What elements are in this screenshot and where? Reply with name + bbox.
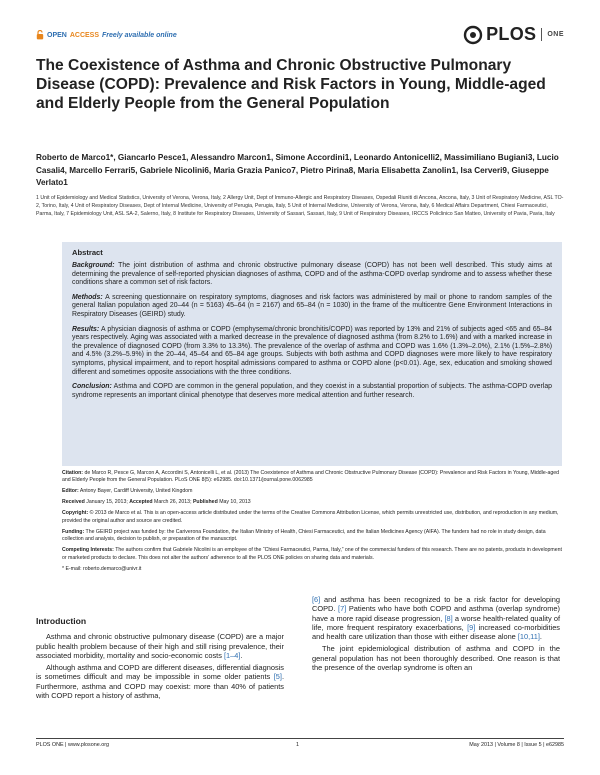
background-text: The joint distribution of asthma and chronic obstructive pulmonary disease (COPD) has not been well described. This study aims at determining the prevalence of self-reported physician diagnoses of asthma, COPD and of the asthma-COPD overlap syndrome and to assess whether these conditions share a common set of risk factors.	[72, 262, 552, 287]
intro-paragraph-2	[36, 663, 284, 700]
intro-p1-text: Asthma and chronic obstructive pulmonary disease (COPD) are a major public health problem because of their high and still rising prevalence, their associated morbidity, mortality and socio-economic costs	[36, 632, 284, 660]
citation-text: de Marco R, Pesce G, Marcon A, Accordini S, Antonicelli L, et al. (2013) The Coexistence of Asthma and Chronic Obstructive Pulmonary Disease (COPD): Prevalence and Risk Factors in Young, Middle-aged and Elderly People from the General Population. PLoS ONE 8(5): e62985. doi:10.1371/journal.pone.0062985	[62, 470, 559, 484]
intro-paragraph-2-cont	[312, 595, 560, 641]
oa-open-label: OPEN	[47, 31, 67, 39]
results-text: A physician diagnosis of asthma or COPD (emphysema/chronic bronchitis/COPD) was reported by 13% and 21% of subjects aged <65 and 65–84 years respectively. Aging was associated with a marked decrease in the prevalence of diagnosed asthma (from 8.2% to 1.6%) and with a marked increase in the prevalence of diagnosed COPD (from 3.3% to 13.3%). The prevalence of the overlap of asthma and COPD was 1.6% (1.3%–2.0%), 2.1% (1.5%–2.8%) and 4.5% (3.2%–5.9%) in the 20–44, 45–64 and 65–84 age groups. Subjects with both asthma and COPD diagnoses were more likely to have respiratory symptoms, physical impairment, and to report hospital admissions compared to asthma or COPD alone (p<0.01). Age, sex, education and smoking showed different and sometimes opposite associations with the three conditions.	[72, 325, 552, 376]
intro-p2-end: . Furthermore, asthma and COPD may coexist: more than 40% of patients with COPD report a history of asthma,	[36, 672, 284, 701]
page-number: 1	[296, 742, 299, 748]
abstract-background	[72, 262, 552, 288]
conclusion-text: Asthma and COPD are common in the general population, and they coexist in a substantial proportion of subjects. The asthma-COPD overlap syndrome represents an important clinical phenotype that deserves more medical attention and further research.	[72, 383, 552, 399]
competing-interests	[62, 547, 562, 562]
article-title: The Coexistence of Asthma and Chronic Obstructive Pulmonary Disease (COPD): Prevalence and Risk Factors in Young, Middle-aged and Elderly People from the General Population	[36, 57, 546, 112]
plos-wordmark: PLOS	[486, 24, 537, 44]
article-metadata	[62, 470, 562, 577]
page-footer	[36, 738, 564, 748]
logo-divider	[541, 28, 542, 41]
intro-r3-text: a worse health-related quality of life, more frequent respiratory exacerbations,	[312, 613, 560, 632]
reference-link[interactable]: [1–4]	[224, 650, 241, 660]
intro-p1-end: .	[240, 650, 243, 660]
copyright	[62, 510, 562, 525]
competing-label: Competing Interests:	[62, 547, 114, 554]
copyright-label: Copyright:	[62, 510, 89, 517]
affiliations: 1 Unit of Epidemiology and Medical Statistics, University of Verona, Verona, Italy, 2 Allergy Unit, Dept of Immuno-Allergic and Respiratory Diseases, Ospedali Riuniti di Ancona, Ancona, Italy, 3 Unit of Respiratory Medicine, ASL TO-2, Torino, Italy, 4 Unit of Respiratory Diseases, Dept of Internal Medicine, University of Perugia, Perugia, Italy, 5 Unit of Internal Medicine, University of Verona, Verona, Italy, 6 Medical Affairs Department, Chiesi Farmaceutici, Parma, Italy, 7 Epidemiology Unit, ASL SA-2, Salerno, Italy, 8 Institute for Respiratory Diseases, University of Sassari, Sassari, Italy, 9 Unit of Respiratory Diseases, IRCCS Policlinico San Matteo, University of Pavia, Pavia, Italy	[36, 195, 564, 218]
oa-access-label: ACCESS	[69, 31, 100, 39]
reference-link[interactable]: [10,11]	[517, 632, 540, 642]
plos-mark-icon	[463, 25, 483, 45]
accepted-date: March 26, 2013;	[152, 499, 193, 506]
reference-link[interactable]: [5]	[273, 672, 282, 682]
footer-issue: May 2013 | Volume 8 | Issue 5 | e62985	[469, 742, 564, 748]
intro-paragraph-3: The joint epidemiological distribution of asthma and COPD in the general population has not been thoroughly described. One reason is that the presence of the overlap syndrome is often an	[312, 644, 560, 673]
author-list: Roberto de Marco1*, Giancarlo Pesce1, Alessandro Marcon1, Simone Accordini1, Leonardo Antonicelli2, Massimiliano Bugiani3, Lucio Casali4, Marcello Ferrari5, Gabriele Nicolini6, Maria Grazia Panico7, Pietro Pirina8, Maria Elisabetta Zanolin1, Isa Cerveri9, Giuseppe Verlato1	[36, 153, 559, 188]
abstract-heading: Abstract	[72, 248, 103, 257]
methods-text: A screening questionnaire on respiratory symptoms, diagnoses and risk factors was administered by mail or phone to random samples of the general Italian population aged 20–44 (n = 5163) 45–64 (n = 2167) and 65–84 (n = 1030) in the frame of the multicentre Gene Environment Interactions in Respiratory Diseases (GEIRD) study.	[72, 293, 552, 318]
funding-text: The GEIRD project was funded by: the Cariverona Foundation, the Italian Ministry of Health, Chiesi Farmaceutici, and the Italian Medicines Agency (AIFA). The funders had no role in study design, data collection and analysis, decision to publish, or preparation of the manuscript.	[62, 528, 546, 543]
copyright-text: © 2013 de Marco et al. This is an open-access article distributed under the terms of the Creative Commons Attribution License, which permits unrestricted use, distribution, and reproduction in any medium, provided the original author and source are credited.	[62, 510, 559, 524]
citation	[62, 470, 562, 485]
citation-label: Citation:	[62, 470, 84, 476]
published-date: May 10, 2013	[217, 499, 251, 506]
oa-free-label: Freely available online	[102, 31, 177, 39]
abstract-conclusion	[72, 383, 552, 400]
intro-r4-text: increased co-morbidities and health care utilization than those with either disease alone	[312, 622, 560, 642]
reference-link[interactable]: [9]	[467, 622, 476, 632]
intro-r5-text: .	[539, 632, 542, 642]
reference-link[interactable]: [6]	[312, 595, 321, 604]
dates	[62, 499, 562, 506]
funding	[62, 529, 562, 544]
journal-header	[36, 24, 564, 46]
intro-r2-text: Patients who have both COPD and asthma (overlap syndrome) have a more rapid disease progression,	[312, 604, 560, 623]
intro-left-column	[36, 617, 284, 703]
abstract-methods	[72, 294, 552, 320]
funding-label: Funding:	[62, 528, 85, 535]
editor-text: Antony Bayer, Cardiff University, United Kingdom	[78, 488, 193, 495]
open-lock-icon	[36, 30, 44, 40]
published-label: Published	[192, 499, 218, 506]
methods-label: Methods:	[72, 293, 103, 301]
accepted-label: Accepted	[129, 499, 153, 506]
intro-r1-text: and asthma has been recognized to be a risk factor for developing COPD.	[312, 595, 560, 614]
abstract-results	[72, 326, 552, 378]
editor	[62, 488, 562, 495]
abstract-box	[62, 242, 562, 466]
intro-p2-text: Although asthma and COPD are different diseases, differential diagnosis is sometimes difficult and may be impossible in some older patients	[36, 663, 284, 682]
background-label: Background:	[72, 262, 115, 269]
open-access-banner	[36, 30, 177, 40]
corresponding-email[interactable]: * E-mail: roberto.demarco@univr.it	[62, 565, 142, 572]
reference-link[interactable]: [7]	[338, 604, 347, 614]
plos-one-label: ONE	[547, 31, 564, 38]
results-label: Results:	[72, 325, 100, 333]
intro-right-column	[312, 595, 560, 675]
plos-one-logo[interactable]	[463, 24, 564, 45]
received-label: Received	[62, 499, 85, 506]
footer-journal[interactable]: PLOS ONE | www.plosone.org	[36, 742, 110, 748]
competing-text: The authors confirm that Gabriele Nicolini is an employee of the “Chiesi Farmaceutici, Parma, Italy,” one of the commercial funders of this research. There are no patents, products in development or marketed products to declare. This does not alter the authors’ adherence to all the PLOS ONE policies on sharing data and materials.	[62, 547, 562, 561]
received-date: January 15, 2013;	[84, 499, 130, 506]
reference-link[interactable]: [8]	[444, 613, 453, 623]
conclusion-label: Conclusion:	[72, 383, 112, 391]
intro-paragraph-1	[36, 632, 284, 660]
editor-label: Editor:	[62, 488, 79, 495]
introduction-heading: Introduction	[36, 616, 87, 626]
